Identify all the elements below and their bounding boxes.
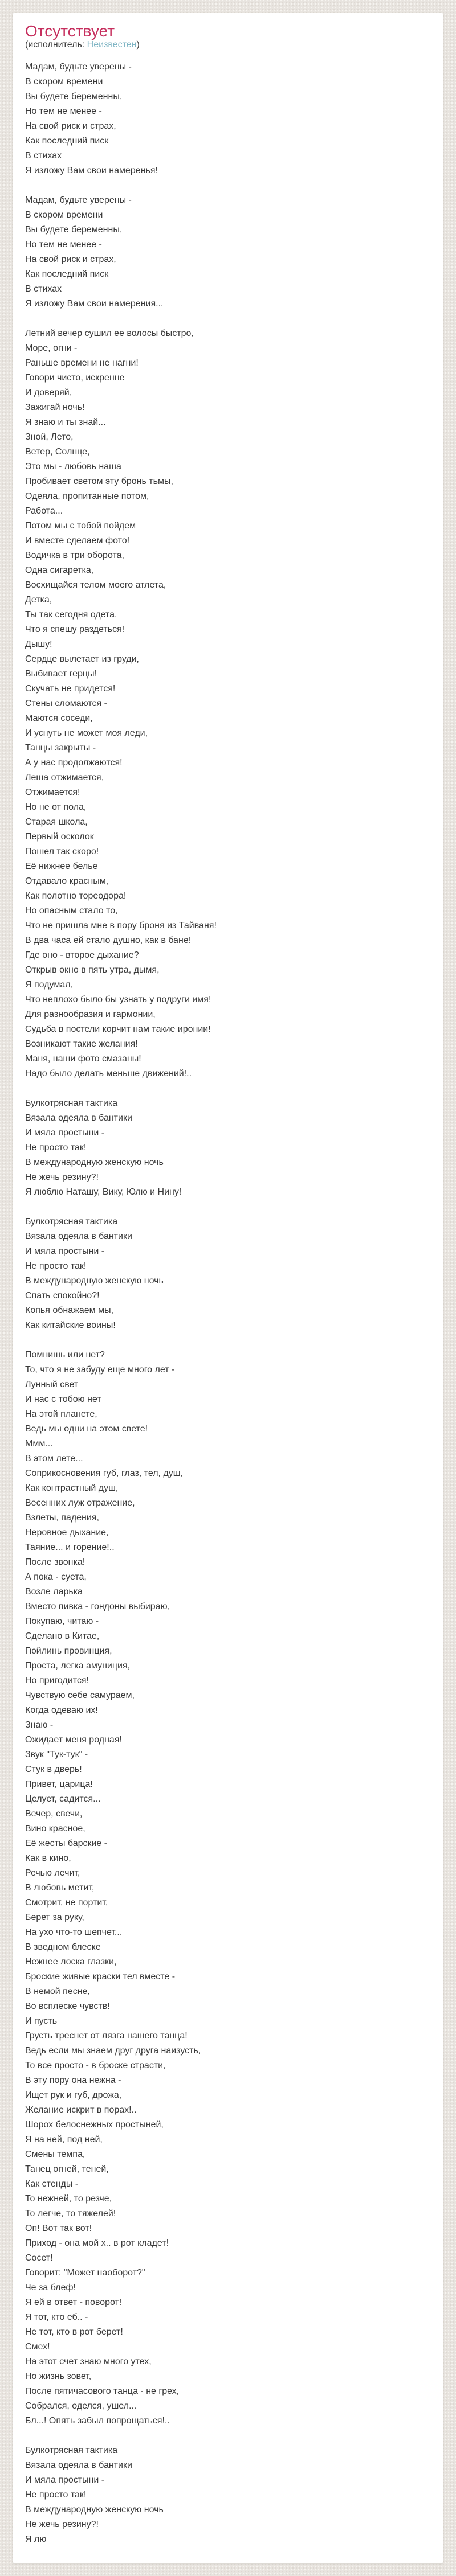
- song-title: Отсутствует: [25, 22, 115, 40]
- lyrics-stanza: Булкотрясная тактика Вязала одеяла в бантики И мяла простыни - Не просто так! В международную женскую ночь Не жечь резину?! Я люблю Наташу, Вику, Юлю и Нину!: [25, 1098, 182, 1197]
- lyrics-stanza: Булкотрясная тактика Вязала одеяла в бантики И мяла простыни - Не просто так! В международную женскую ночь Спать спокойно?! Копья обнажаем мы, Как китайские воины!: [25, 1217, 164, 1330]
- lyrics-stanza: Булкотрясная тактика Вязала одеяла в бантики И мяла простыни - Не просто так! В международную женскую ночь Не жечь резину?! Я лю: [25, 2446, 164, 2544]
- lyrics-stanza: Мадам, будьте уверены - В скором времени Вы будете беременны, Но тем не менее - На свой риск и страх, Как последний писк В стихах Я изложу Вам свои намерения...: [25, 195, 164, 309]
- artist-line: [25, 39, 431, 54]
- lyrics-text: [25, 60, 431, 2547]
- artist-link[interactable]: Неизвестен: [87, 40, 137, 50]
- lyrics-stanza: Мадам, будьте уверены - В скором времени Вы будете беременны, Но тем не менее - На свой риск и страх, Как последний писк В стихах Я изложу Вам свои намеренья!: [25, 62, 158, 175]
- lyrics-card: [13, 13, 443, 2563]
- artist-label-suffix: ): [136, 40, 140, 50]
- lyrics-stanza: Помнишь или нет? То, что я не забуду еще много лет - Лунный свет И нас с тобою нет На этой планете, Ведь мы одни на этом свете! Ммм... В этом лете... Соприкосновения губ, глаз, тел, душ, Как контрастный душ, Весенних луж отражение, Взлеты, падения, Неровное дыхание, Таяние... и горение!.. После звонка! А пока - суета, Возле ларька Вместо пивка - гондоны выбираю, Покупаю, читаю - Сделано в Китае, Гюйлинь провинция, Проста, легка амуниция, Но пригодится! Чувствую себе самураем, Когда одеваю их! Знаю - Ожидает меня родная! Звук "Тук-тук" - Стук в дверь! Привет, царица! Целует, садится... Вечер, свечи, Вино красное, Её жесты барские - Как в кино, Речью лечит, В любовь метит, Смотрит, не портит, Берет за руку, На ухо что-то шепчет... В зведном блеске Нежнее лоска глазки, Броские живые краски тел вместе - В немой песне, Во всплеске чувств! И пусть Грусть треснет от лязга нашего танца! Ведь если мы знаем друг друга наизусть, То все просто - в броске страсти, В эту пору она нежна - Ищет рук и губ, дрожа, Желание искрит в порах!.. Шорох белоснежных простыней, Я на ней, под ней, Смены темпа, Танец огней, теней, Как стенды - То нежней, то резче, То легче, то тяжелей! Оп! Вот так вот! Приход - она мой х.. в рот кладет! Сосет! Говорит: "Может наоборот?" Че за блеф! Я ей в ответ - поворот! Я тот, кто еб.. - Не тот, кто в рот берет! Смех! На этот счет знаю много утех, Но жизнь зовет, После пятичасового танца - не грех, Собрался, оделся, ушел... Бл...! Опять забыл попрощаться!..: [25, 1350, 201, 2426]
- lyrics-stanza: Летний вечер сушил ее волосы быстро, Море, огни - Раньше времени не нагни! Говори чисто, искренне И доверяй, Зажигай ночь! Я знаю и ты знай... Зной, Лето, Ветер, Солнце, Это мы - любовь наша Пробивает светом эту бронь тьмы, Одеяла, пропитанные потом, Работа... Потом мы с тобой пойдем И вместе сделаем фото! Водичка в три оборота, Одна сигаретка, Восхищайся телом моего атлета, Детка, Ты так сегодня одета, Что я спешу раздеться! Дышу! Сердце вылетает из груди, Выбивает герцы! Скучать не придется! Стены сломаются - Маются соседи, И уснуть не может моя леди, Танцы закрыты - А у нас продолжаются! Леша отжимается, Отжимается! Но не от пола, Старая школа, Первый осколок Пошел так скоро! Её нижнее белье Отдавало красным, Как полотно тореодора! Но опасным стало то, Что не пришла мне в пору броня из Тайваня! В два часа ей стало душно, как в бане! Где оно - второе дыхание? Открыв окно в пять утра, дымя, Я подумал, Что неплохо было бы узнать у подруги имя! Для разнообразия и гармонии, Судьба в постели корчит нам такие иронии! Возникают такие желания! Маня, наши фото смазаны! Надо было делать меньше движений!..: [25, 329, 217, 1078]
- artist-label: (исполнитель:: [25, 40, 87, 50]
